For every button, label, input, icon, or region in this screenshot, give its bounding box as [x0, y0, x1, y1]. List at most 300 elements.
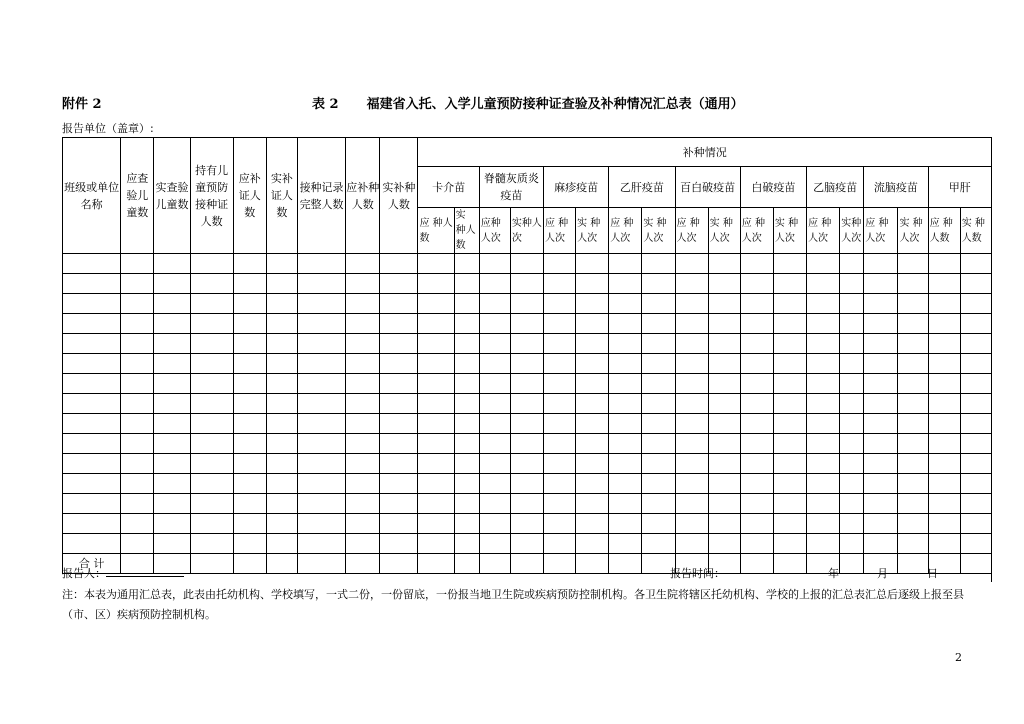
- table-cell[interactable]: [675, 474, 708, 494]
- total-cell[interactable]: [454, 554, 479, 574]
- table-cell[interactable]: [773, 254, 806, 274]
- table-cell[interactable]: [380, 414, 418, 434]
- table-cell[interactable]: [297, 514, 345, 534]
- total-cell[interactable]: [740, 554, 773, 574]
- table-cell[interactable]: [380, 494, 418, 514]
- table-cell[interactable]: [63, 414, 121, 434]
- table-cell[interactable]: [740, 514, 773, 534]
- table-cell[interactable]: [807, 354, 840, 374]
- table-cell[interactable]: [63, 374, 121, 394]
- table-cell[interactable]: [380, 434, 418, 454]
- table-cell[interactable]: [708, 534, 740, 554]
- table-cell[interactable]: [898, 354, 928, 374]
- table-cell[interactable]: [154, 394, 190, 414]
- table-cell[interactable]: [297, 534, 345, 554]
- table-cell[interactable]: [576, 494, 609, 514]
- table-cell[interactable]: [121, 434, 154, 454]
- table-cell[interactable]: [807, 294, 840, 314]
- table-cell[interactable]: [675, 274, 708, 294]
- table-cell[interactable]: [864, 454, 898, 474]
- table-cell[interactable]: [454, 314, 479, 334]
- table-cell[interactable]: [233, 454, 266, 474]
- total-cell[interactable]: [297, 554, 345, 574]
- table-cell[interactable]: [773, 294, 806, 314]
- table-cell[interactable]: [346, 374, 380, 394]
- table-cell[interactable]: [266, 454, 297, 474]
- table-cell[interactable]: [928, 474, 960, 494]
- table-cell[interactable]: [576, 374, 609, 394]
- table-cell[interactable]: [773, 434, 806, 454]
- table-cell[interactable]: [297, 274, 345, 294]
- table-cell[interactable]: [609, 334, 642, 354]
- table-cell[interactable]: [418, 454, 454, 474]
- table-cell[interactable]: [708, 354, 740, 374]
- table-cell[interactable]: [609, 254, 642, 274]
- table-cell[interactable]: [708, 294, 740, 314]
- table-cell[interactable]: [510, 374, 543, 394]
- table-cell[interactable]: [898, 534, 928, 554]
- table-cell[interactable]: [576, 394, 609, 414]
- table-cell[interactable]: [543, 514, 575, 534]
- table-cell[interactable]: [121, 454, 154, 474]
- table-cell[interactable]: [233, 254, 266, 274]
- table-cell[interactable]: [346, 474, 380, 494]
- table-cell[interactable]: [418, 434, 454, 454]
- table-cell[interactable]: [543, 454, 575, 474]
- table-cell[interactable]: [154, 434, 190, 454]
- table-cell[interactable]: [154, 454, 190, 474]
- table-cell[interactable]: [928, 494, 960, 514]
- table-cell[interactable]: [807, 334, 840, 354]
- table-cell[interactable]: [190, 314, 233, 334]
- table-cell[interactable]: [266, 314, 297, 334]
- table-cell[interactable]: [121, 514, 154, 534]
- table-cell[interactable]: [864, 274, 898, 294]
- table-cell[interactable]: [380, 294, 418, 314]
- table-cell[interactable]: [297, 294, 345, 314]
- table-cell[interactable]: [773, 414, 806, 434]
- table-cell[interactable]: [510, 254, 543, 274]
- table-cell[interactable]: [928, 354, 960, 374]
- table-cell[interactable]: [190, 434, 233, 454]
- table-cell[interactable]: [840, 394, 864, 414]
- table-cell[interactable]: [708, 334, 740, 354]
- table-cell[interactable]: [642, 534, 675, 554]
- table-cell[interactable]: [576, 514, 609, 534]
- table-cell[interactable]: [479, 474, 510, 494]
- table-cell[interactable]: [346, 394, 380, 414]
- table-cell[interactable]: [928, 534, 960, 554]
- table-cell[interactable]: [121, 374, 154, 394]
- table-cell[interactable]: [510, 454, 543, 474]
- table-cell[interactable]: [121, 334, 154, 354]
- table-cell[interactable]: [898, 334, 928, 354]
- table-cell[interactable]: [773, 394, 806, 414]
- table-cell[interactable]: [675, 434, 708, 454]
- table-cell[interactable]: [380, 454, 418, 474]
- table-cell[interactable]: [807, 314, 840, 334]
- table-cell[interactable]: [642, 354, 675, 374]
- total-cell[interactable]: [266, 554, 297, 574]
- table-cell[interactable]: [154, 254, 190, 274]
- table-cell[interactable]: [740, 454, 773, 474]
- total-cell[interactable]: [233, 554, 266, 574]
- table-cell[interactable]: [63, 354, 121, 374]
- table-cell[interactable]: [154, 374, 190, 394]
- table-cell[interactable]: [898, 454, 928, 474]
- table-cell[interactable]: [190, 494, 233, 514]
- table-cell[interactable]: [266, 334, 297, 354]
- table-cell[interactable]: [346, 294, 380, 314]
- table-cell[interactable]: [609, 314, 642, 334]
- table-cell[interactable]: [233, 414, 266, 434]
- table-cell[interactable]: [454, 494, 479, 514]
- table-cell[interactable]: [418, 394, 454, 414]
- table-cell[interactable]: [928, 314, 960, 334]
- table-cell[interactable]: [807, 534, 840, 554]
- table-cell[interactable]: [346, 494, 380, 514]
- table-cell[interactable]: [609, 534, 642, 554]
- total-cell[interactable]: [960, 554, 991, 574]
- table-cell[interactable]: [346, 514, 380, 534]
- table-cell[interactable]: [297, 254, 345, 274]
- table-cell[interactable]: [609, 474, 642, 494]
- table-cell[interactable]: [233, 474, 266, 494]
- table-cell[interactable]: [479, 254, 510, 274]
- table-cell[interactable]: [609, 274, 642, 294]
- table-cell[interactable]: [708, 514, 740, 534]
- table-cell[interactable]: [543, 374, 575, 394]
- table-cell[interactable]: [708, 454, 740, 474]
- table-cell[interactable]: [233, 354, 266, 374]
- table-cell[interactable]: [380, 314, 418, 334]
- table-cell[interactable]: [346, 254, 380, 274]
- table-cell[interactable]: [576, 534, 609, 554]
- table-cell[interactable]: [708, 314, 740, 334]
- table-cell[interactable]: [675, 334, 708, 354]
- table-cell[interactable]: [543, 434, 575, 454]
- table-cell[interactable]: [454, 374, 479, 394]
- table-cell[interactable]: [740, 334, 773, 354]
- table-cell[interactable]: [418, 514, 454, 534]
- table-cell[interactable]: [266, 514, 297, 534]
- total-cell[interactable]: [609, 554, 642, 574]
- table-cell[interactable]: [510, 534, 543, 554]
- table-cell[interactable]: [190, 254, 233, 274]
- table-cell[interactable]: [63, 454, 121, 474]
- table-cell[interactable]: [121, 534, 154, 554]
- table-cell[interactable]: [121, 494, 154, 514]
- table-cell[interactable]: [266, 274, 297, 294]
- table-cell[interactable]: [63, 334, 121, 354]
- table-cell[interactable]: [380, 474, 418, 494]
- table-cell[interactable]: [479, 534, 510, 554]
- table-cell[interactable]: [190, 394, 233, 414]
- table-cell[interactable]: [418, 334, 454, 354]
- table-cell[interactable]: [675, 354, 708, 374]
- table-cell[interactable]: [675, 534, 708, 554]
- table-cell[interactable]: [675, 314, 708, 334]
- total-cell[interactable]: [190, 554, 233, 574]
- table-cell[interactable]: [642, 254, 675, 274]
- table-cell[interactable]: [708, 394, 740, 414]
- table-cell[interactable]: [864, 314, 898, 334]
- table-cell[interactable]: [380, 534, 418, 554]
- table-cell[interactable]: [807, 474, 840, 494]
- table-cell[interactable]: [63, 534, 121, 554]
- table-cell[interactable]: [609, 454, 642, 474]
- table-cell[interactable]: [190, 454, 233, 474]
- table-cell[interactable]: [740, 314, 773, 334]
- table-cell[interactable]: [807, 494, 840, 514]
- table-cell[interactable]: [190, 354, 233, 374]
- table-cell[interactable]: [675, 454, 708, 474]
- table-cell[interactable]: [960, 474, 991, 494]
- total-cell[interactable]: [576, 554, 609, 574]
- table-cell[interactable]: [380, 254, 418, 274]
- table-cell[interactable]: [807, 274, 840, 294]
- table-cell[interactable]: [840, 294, 864, 314]
- table-cell[interactable]: [154, 474, 190, 494]
- table-cell[interactable]: [960, 254, 991, 274]
- table-cell[interactable]: [154, 294, 190, 314]
- table-cell[interactable]: [543, 294, 575, 314]
- table-cell[interactable]: [63, 514, 121, 534]
- table-cell[interactable]: [266, 294, 297, 314]
- table-cell[interactable]: [266, 474, 297, 494]
- table-cell[interactable]: [840, 274, 864, 294]
- table-cell[interactable]: [928, 454, 960, 474]
- table-cell[interactable]: [454, 294, 479, 314]
- table-cell[interactable]: [773, 354, 806, 374]
- table-cell[interactable]: [864, 474, 898, 494]
- table-cell[interactable]: [543, 254, 575, 274]
- table-cell[interactable]: [675, 374, 708, 394]
- table-cell[interactable]: [510, 414, 543, 434]
- table-cell[interactable]: [479, 454, 510, 474]
- table-cell[interactable]: [346, 334, 380, 354]
- table-cell[interactable]: [454, 434, 479, 454]
- table-cell[interactable]: [154, 354, 190, 374]
- table-cell[interactable]: [543, 354, 575, 374]
- table-cell[interactable]: [642, 274, 675, 294]
- table-cell[interactable]: [479, 354, 510, 374]
- table-cell[interactable]: [233, 394, 266, 414]
- table-cell[interactable]: [840, 534, 864, 554]
- table-cell[interactable]: [840, 514, 864, 534]
- table-cell[interactable]: [380, 514, 418, 534]
- table-cell[interactable]: [807, 434, 840, 454]
- table-cell[interactable]: [609, 354, 642, 374]
- table-cell[interactable]: [898, 494, 928, 514]
- table-cell[interactable]: [543, 414, 575, 434]
- table-cell[interactable]: [233, 314, 266, 334]
- table-cell[interactable]: [510, 434, 543, 454]
- table-cell[interactable]: [233, 334, 266, 354]
- table-cell[interactable]: [960, 434, 991, 454]
- table-cell[interactable]: [543, 394, 575, 414]
- table-cell[interactable]: [190, 534, 233, 554]
- table-cell[interactable]: [960, 494, 991, 514]
- table-cell[interactable]: [740, 474, 773, 494]
- table-cell[interactable]: [576, 454, 609, 474]
- table-cell[interactable]: [609, 374, 642, 394]
- table-cell[interactable]: [479, 334, 510, 354]
- table-cell[interactable]: [297, 434, 345, 454]
- table-cell[interactable]: [708, 474, 740, 494]
- table-cell[interactable]: [454, 394, 479, 414]
- table-cell[interactable]: [840, 434, 864, 454]
- table-cell[interactable]: [840, 454, 864, 474]
- table-cell[interactable]: [190, 274, 233, 294]
- table-cell[interactable]: [675, 394, 708, 414]
- table-cell[interactable]: [740, 494, 773, 514]
- table-cell[interactable]: [773, 494, 806, 514]
- table-cell[interactable]: [960, 354, 991, 374]
- table-cell[interactable]: [418, 274, 454, 294]
- table-cell[interactable]: [898, 514, 928, 534]
- table-cell[interactable]: [63, 494, 121, 514]
- table-cell[interactable]: [190, 294, 233, 314]
- table-cell[interactable]: [708, 254, 740, 274]
- table-cell[interactable]: [63, 474, 121, 494]
- table-cell[interactable]: [454, 334, 479, 354]
- table-cell[interactable]: [840, 354, 864, 374]
- table-cell[interactable]: [642, 414, 675, 434]
- table-cell[interactable]: [418, 494, 454, 514]
- table-cell[interactable]: [190, 474, 233, 494]
- table-cell[interactable]: [740, 254, 773, 274]
- table-cell[interactable]: [454, 354, 479, 374]
- table-cell[interactable]: [510, 394, 543, 414]
- table-cell[interactable]: [642, 314, 675, 334]
- table-cell[interactable]: [928, 514, 960, 534]
- table-cell[interactable]: [898, 314, 928, 334]
- table-cell[interactable]: [454, 274, 479, 294]
- table-cell[interactable]: [898, 474, 928, 494]
- table-cell[interactable]: [898, 294, 928, 314]
- table-cell[interactable]: [840, 494, 864, 514]
- table-cell[interactable]: [807, 414, 840, 434]
- table-cell[interactable]: [864, 294, 898, 314]
- table-cell[interactable]: [121, 314, 154, 334]
- table-cell[interactable]: [479, 394, 510, 414]
- table-cell[interactable]: [864, 414, 898, 434]
- table-cell[interactable]: [346, 454, 380, 474]
- table-cell[interactable]: [418, 534, 454, 554]
- table-cell[interactable]: [740, 534, 773, 554]
- table-cell[interactable]: [63, 254, 121, 274]
- table-cell[interactable]: [898, 434, 928, 454]
- table-cell[interactable]: [543, 474, 575, 494]
- table-cell[interactable]: [346, 354, 380, 374]
- table-cell[interactable]: [121, 294, 154, 314]
- table-cell[interactable]: [479, 274, 510, 294]
- table-cell[interactable]: [266, 354, 297, 374]
- table-cell[interactable]: [609, 494, 642, 514]
- total-cell[interactable]: [898, 554, 928, 574]
- total-cell[interactable]: [418, 554, 454, 574]
- table-cell[interactable]: [928, 334, 960, 354]
- table-cell[interactable]: [840, 474, 864, 494]
- table-cell[interactable]: [864, 514, 898, 534]
- table-cell[interactable]: [807, 514, 840, 534]
- table-cell[interactable]: [840, 414, 864, 434]
- table-cell[interactable]: [543, 534, 575, 554]
- table-cell[interactable]: [928, 394, 960, 414]
- table-cell[interactable]: [297, 314, 345, 334]
- table-cell[interactable]: [454, 414, 479, 434]
- table-cell[interactable]: [418, 354, 454, 374]
- table-cell[interactable]: [454, 474, 479, 494]
- table-cell[interactable]: [510, 354, 543, 374]
- table-cell[interactable]: [479, 374, 510, 394]
- table-cell[interactable]: [740, 294, 773, 314]
- table-cell[interactable]: [543, 334, 575, 354]
- table-cell[interactable]: [190, 334, 233, 354]
- table-cell[interactable]: [543, 494, 575, 514]
- table-cell[interactable]: [740, 394, 773, 414]
- table-cell[interactable]: [898, 254, 928, 274]
- table-cell[interactable]: [346, 534, 380, 554]
- table-cell[interactable]: [576, 414, 609, 434]
- table-cell[interactable]: [807, 374, 840, 394]
- table-cell[interactable]: [642, 434, 675, 454]
- table-cell[interactable]: [380, 354, 418, 374]
- table-cell[interactable]: [807, 454, 840, 474]
- table-cell[interactable]: [154, 494, 190, 514]
- table-cell[interactable]: [840, 314, 864, 334]
- table-cell[interactable]: [773, 274, 806, 294]
- table-cell[interactable]: [864, 254, 898, 274]
- table-cell[interactable]: [454, 514, 479, 534]
- table-cell[interactable]: [380, 274, 418, 294]
- total-cell[interactable]: [543, 554, 575, 574]
- table-cell[interactable]: [233, 294, 266, 314]
- table-cell[interactable]: [479, 414, 510, 434]
- table-cell[interactable]: [898, 414, 928, 434]
- table-cell[interactable]: [418, 374, 454, 394]
- table-cell[interactable]: [454, 534, 479, 554]
- table-cell[interactable]: [864, 354, 898, 374]
- table-cell[interactable]: [960, 534, 991, 554]
- table-cell[interactable]: [510, 314, 543, 334]
- table-cell[interactable]: [864, 394, 898, 414]
- table-cell[interactable]: [380, 394, 418, 414]
- total-cell[interactable]: [346, 554, 380, 574]
- table-cell[interactable]: [190, 374, 233, 394]
- table-cell[interactable]: [233, 494, 266, 514]
- total-cell[interactable]: [380, 554, 418, 574]
- table-cell[interactable]: [266, 414, 297, 434]
- table-cell[interactable]: [576, 254, 609, 274]
- table-cell[interactable]: [154, 314, 190, 334]
- table-cell[interactable]: [708, 494, 740, 514]
- table-cell[interactable]: [740, 434, 773, 454]
- table-cell[interactable]: [154, 274, 190, 294]
- table-cell[interactable]: [63, 274, 121, 294]
- table-cell[interactable]: [233, 274, 266, 294]
- table-cell[interactable]: [773, 474, 806, 494]
- table-cell[interactable]: [297, 394, 345, 414]
- table-cell[interactable]: [864, 534, 898, 554]
- table-cell[interactable]: [642, 294, 675, 314]
- total-cell[interactable]: [773, 554, 806, 574]
- table-cell[interactable]: [609, 394, 642, 414]
- table-cell[interactable]: [609, 294, 642, 314]
- table-cell[interactable]: [960, 454, 991, 474]
- table-cell[interactable]: [190, 514, 233, 534]
